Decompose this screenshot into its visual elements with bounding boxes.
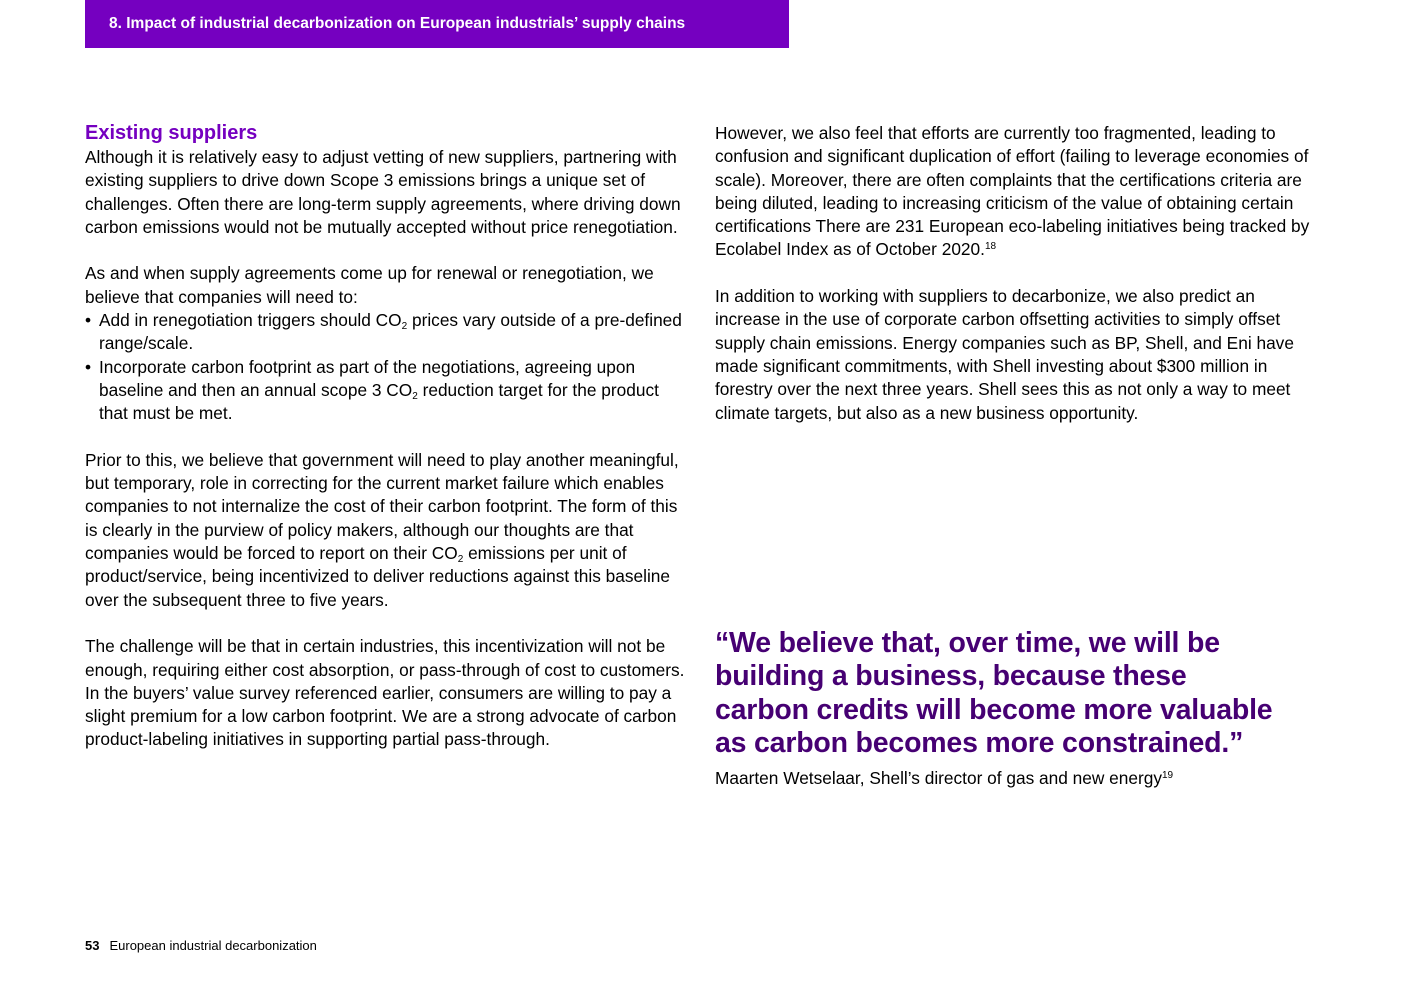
pull-quote xyxy=(715,627,1275,790)
right-column xyxy=(715,122,1320,425)
right-paragraph-1-text: However, we also feel that efforts are currently too fragmented, leading to confusion and significant duplication of effort (failing to leverage economies of scale). Moreover, there are often complaints that the certifications criteria are being diluted, leading to increasing criticism of the value of obtaining certain certifications There are 231 European eco-labeling initiatives being tracked by Ecolabel Index as of October 2020. xyxy=(715,123,1310,260)
bullet-item-2 xyxy=(85,356,690,426)
footer-doc-title: European industrial decarbonization xyxy=(109,938,317,953)
bullet-1-text-end: prices vary outside of a pre-defined range/scale. xyxy=(99,310,682,354)
left-column xyxy=(85,120,690,752)
bullet-1-text-start: Add in renegotiation triggers should CO xyxy=(99,310,402,331)
section-header-title: 8. Impact of industrial decarbonization on European industrials’ supply chains xyxy=(109,15,686,32)
section-header-bar xyxy=(85,0,789,48)
footnote-ref-19: 19 xyxy=(1162,769,1174,781)
co2-subscript: 2 xyxy=(412,390,418,402)
left-paragraph-4: The challenge will be that in certain industries, this incentivization will not be enough, requiring either cost absorption, or pass-through of cost to customers. In the buyers’ value survey referenced earlier, consumers are willing to pay a slight premium for a low carbon footprint. We are a strong advocate of carbon product-labeling initiatives in supporting partial pass-through. xyxy=(85,636,685,750)
co2-subscript: 2 xyxy=(457,554,464,566)
right-paragraph-2: In addition to working with suppliers to decarbonize, we also predict an increase in the use of corporate carbon offsetting activities to simply offset supply chain emissions. Energy companies such as BP, Shell, and Eni have made significant commitments, with Shell investing about $300 million in forestry over the next three years. Shell sees this as not only a way to meet climate targets, but also as a new business opportunity. xyxy=(715,286,1294,423)
co2-subscript: 2 xyxy=(401,321,408,333)
left-paragraph-3-start: Prior to this, we believe that government will need to play another meaningful, but temporary, role in correcting for the current market failure which enables companies to not internalize the cost of their carbon footprint. The form of this is clearly in the purview of policy makers, although our thoughts are that companies would be forced to report on their CO xyxy=(85,449,679,564)
left-paragraph-3-end: emissions per unit of product/service, being incentivized to deliver reductions against this baseline over the subsequent three to five years. xyxy=(85,543,671,610)
bullet-2-text-start: Incorporate carbon footprint as part of the negotiations, agreeing upon baseline and then an annual scope 3 CO xyxy=(99,356,636,400)
bullet-item-1 xyxy=(85,309,690,356)
renegotiation-bullet-list xyxy=(85,309,690,425)
footnote-ref-18: 18 xyxy=(984,241,997,253)
right-paragraph-1 xyxy=(715,122,1320,262)
left-paragraph-3 xyxy=(85,449,690,612)
pull-quote-text: “We believe that, over time, we will be building a business, because these carbon credits will become more valuable as carbon becomes more constrained.” xyxy=(715,627,1273,760)
page-number: 53 xyxy=(85,938,100,953)
left-paragraph-1: Although it is relatively easy to adjust vetting of new suppliers, partnering with existing suppliers to drive down Scope 3 emissions brings a unique set of challenges. Often there are long-term supply agreements, where driving down carbon emissions would not be mutually accepted without price renegotiation. xyxy=(85,147,681,237)
bullet-2-text-end: reduction target for the product that must be met. xyxy=(99,379,659,424)
page-footer xyxy=(85,937,317,955)
pull-quote-attribution xyxy=(715,767,1275,790)
left-paragraph-2: As and when supply agreements come up for renewal or renegotiation, we believe that companies will need to: xyxy=(85,263,654,307)
section-heading: Existing suppliers xyxy=(85,122,258,144)
attribution-text: Maarten Wetselaar, Shell’s director of gas and new energy xyxy=(715,767,1162,788)
